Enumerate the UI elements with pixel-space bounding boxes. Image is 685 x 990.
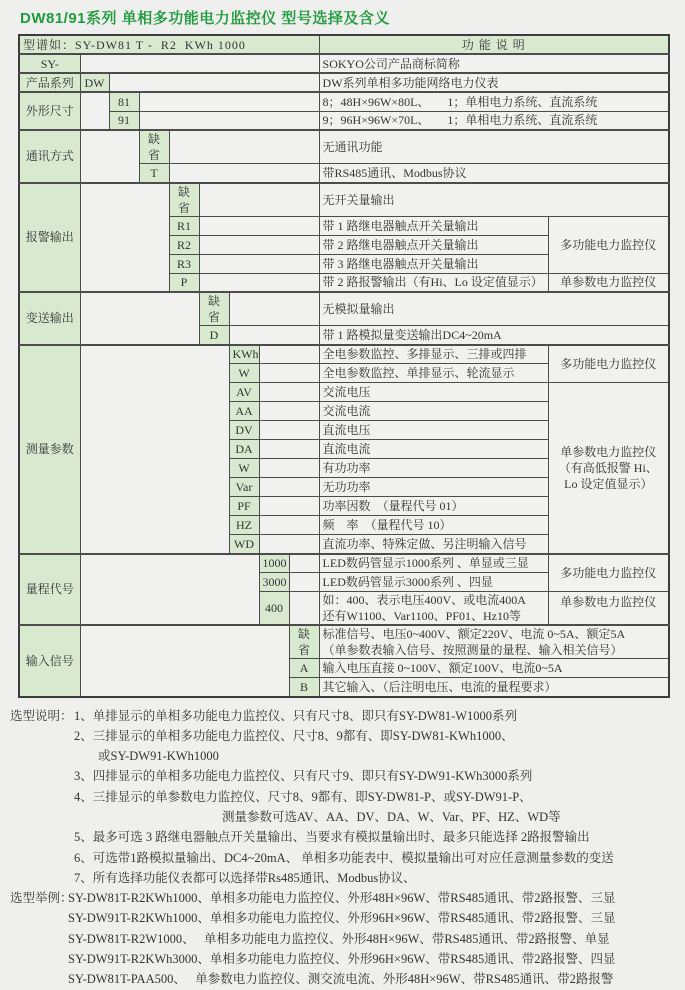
code-cell-d: D bbox=[199, 326, 229, 345]
desc-cell: 频 率 （量程代号 10） bbox=[319, 516, 548, 535]
desc-cell: 8；48H×96W×80L、 1；单相电力系统、直流系统 bbox=[319, 92, 669, 111]
desc-cell: 功率因数 （量程代号 01） bbox=[319, 497, 548, 516]
desc-cell: LED数码管显示1000系列 、单显或三显 bbox=[319, 554, 548, 573]
desc-cell: 带 2 路继电器触点开关量输出 bbox=[319, 235, 548, 254]
desc-cell: LED数码管显示3000系列 、四显 bbox=[319, 573, 548, 592]
code-cell-r3: R3 bbox=[169, 254, 199, 273]
category-cell-multifunction: 多功能电力监控仪 bbox=[548, 554, 669, 592]
desc-cell: 带 2 路报警输出（有Hi、Lo 设定值显示） bbox=[319, 273, 548, 292]
row-transmit-default bbox=[19, 292, 669, 326]
row-meas-kwh bbox=[19, 345, 669, 364]
section-label-sy: SY- bbox=[19, 54, 80, 73]
code-cell-da: DA bbox=[229, 440, 259, 459]
spacer-cell bbox=[80, 183, 169, 293]
desc-cell: 带RS485通讯、Modbus协议 bbox=[319, 164, 669, 183]
spacer-cell bbox=[259, 535, 319, 554]
code-cell-81: 81 bbox=[109, 92, 139, 111]
spacer-cell bbox=[259, 421, 319, 440]
note-line: 2、三排显示的单相多功能电力监控仪、尺寸8、9都有、即SY-DW81-KWh1000、 bbox=[74, 728, 514, 743]
desc-cell: DW系列单相多功能网络电力仪表 bbox=[319, 73, 669, 92]
note-line: 测量参数可选AV、AA、DV、DA、W、Var、PF、HZ、WD等 bbox=[222, 809, 561, 824]
spacer-cell bbox=[169, 130, 319, 164]
notes-lines bbox=[74, 706, 685, 889]
row-alarm-default bbox=[19, 183, 669, 217]
spacer-cell bbox=[199, 254, 319, 273]
spacer-cell bbox=[289, 592, 319, 626]
desc-cell: 交流电流 bbox=[319, 402, 548, 421]
note-line: 5、最多可选 3 路继电器触点开关量输出、当要求有模拟量输出时、最多只能选择 2路报警输出 bbox=[74, 830, 590, 845]
code-cell-aa: AA bbox=[229, 402, 259, 421]
desc-cell: 全电参数监控、多排显示、三排或四排 bbox=[319, 345, 548, 364]
section-label-alarm: 报警输出 bbox=[19, 183, 80, 293]
spacer-cell bbox=[80, 130, 139, 183]
spacer-cell bbox=[229, 292, 319, 326]
section-label-range: 量程代号 bbox=[19, 554, 80, 626]
desc-cell: 带 1 路模拟量变送输出DC4~20mA bbox=[319, 326, 669, 345]
code-cell-b: B bbox=[289, 678, 319, 697]
category-line: 单参数电力监控仪 bbox=[560, 444, 657, 459]
note-line: 7、所有选择功能仪表都可以选择带Rs485通讯、Modbus协议、 bbox=[74, 870, 416, 885]
category-cell-single-param: 单参数电力监控仪 bbox=[548, 592, 669, 626]
code-cell-input-default: 缺省 bbox=[289, 625, 319, 659]
example-line: SY-DW81T-R2W1000、 单相多功能电力监控仪、外形48H×96W、带RS485通讯、带2路报警、单显 bbox=[68, 931, 610, 946]
category-line: Lo 设定值显示） bbox=[564, 476, 653, 491]
spacer-cell bbox=[259, 478, 319, 497]
code-cell-var: Var bbox=[229, 478, 259, 497]
code-cell-r2: R2 bbox=[169, 235, 199, 254]
page-title: DW81/91系列 单相多功能电力监控仪 型号选择及含义 bbox=[20, 10, 390, 27]
spacer-cell bbox=[80, 345, 229, 554]
desc-cell: 直流电流 bbox=[319, 440, 548, 459]
table-header-row bbox=[19, 35, 669, 54]
code-cell-r1: R1 bbox=[169, 216, 199, 235]
notes-block bbox=[10, 706, 685, 889]
example-line: SY-DW81T-R2KWh1000、单相多功能电力监控仪、外形48H×96W、带RS485通讯、带2路报警、三显 bbox=[68, 891, 616, 906]
code-cell-w: W bbox=[229, 459, 259, 478]
category-line: （有高低报警 Hi、 bbox=[558, 460, 658, 475]
code-cell-dv: DV bbox=[229, 421, 259, 440]
desc-cell: SOKYO公司产品商标简称 bbox=[319, 54, 669, 73]
example-lines bbox=[68, 888, 685, 989]
desc-cell: 直流电压 bbox=[319, 421, 548, 440]
desc-cell: 无模拟量输出 bbox=[319, 292, 669, 326]
row-size-91 bbox=[19, 111, 669, 130]
desc-cell: 带 3 路继电器触点开关量输出 bbox=[319, 254, 548, 273]
spacer-cell bbox=[289, 554, 319, 573]
spacer-cell bbox=[80, 92, 109, 130]
note-line: 1、单排显示的单相多功能电力监控仪、只有尺寸8、即只有SY-DW81-W1000系列 bbox=[74, 708, 518, 723]
desc-cell: 无通讯功能 bbox=[319, 130, 669, 164]
spacer-cell bbox=[169, 164, 319, 183]
spacer-cell bbox=[139, 92, 319, 111]
spacer-cell bbox=[259, 383, 319, 402]
document-page bbox=[0, 7, 685, 987]
desc-cell: 直流功率、特殊定做、另注明输入信号 bbox=[319, 535, 548, 554]
desc-cell: 无开关量输出 bbox=[319, 183, 669, 217]
spacer-cell bbox=[259, 516, 319, 535]
spacer-cell bbox=[259, 497, 319, 516]
desc-cell: 无功功率 bbox=[319, 478, 548, 497]
spacer-cell bbox=[80, 54, 319, 73]
note-line: 6、可选带1路模拟量输出、DC4~20mA、 单相多功能表中、模拟量输出可对应任意测量参数的变送 bbox=[74, 850, 614, 865]
note-line: 或SY-DW91-KWh1000 bbox=[98, 749, 219, 764]
section-label-comm: 通讯方式 bbox=[19, 130, 80, 183]
category-cell-multifunction: 多功能电力监控仪 bbox=[548, 216, 669, 273]
spacer-cell bbox=[289, 573, 319, 592]
examples-block bbox=[10, 888, 685, 989]
desc-line: 还有W1100、Var1100、PF01、Hz10等 bbox=[322, 609, 521, 623]
code-cell-av: AV bbox=[229, 383, 259, 402]
spacer-cell bbox=[259, 459, 319, 478]
row-input-default bbox=[19, 625, 669, 659]
header-function-desc: 功 能 说 明 bbox=[319, 35, 669, 54]
desc-cell: 交流电压 bbox=[319, 383, 548, 402]
code-cell-w: W bbox=[229, 364, 259, 383]
category-cell-single-param: 单参数电力监控仪 bbox=[548, 273, 669, 292]
desc-cell bbox=[319, 592, 548, 626]
desc-line: （单参数表输入信号、按照测量的量程、输入相关信号） bbox=[322, 643, 623, 657]
code-cell-dw: DW bbox=[80, 73, 109, 92]
examples-label: 选型举例： bbox=[10, 891, 73, 906]
category-cell-multifunction: 多功能电力监控仪 bbox=[548, 345, 669, 383]
section-label-measure: 测量参数 bbox=[19, 345, 80, 554]
header-model-spectrum: 型谱如：SY-DW81 T - R2 KWh 1000 bbox=[19, 35, 319, 54]
desc-cell: 9；96H×96W×70L、 1；单相电力系统、直流系统 bbox=[319, 111, 669, 130]
spacer-cell bbox=[199, 183, 319, 217]
code-cell-t: T bbox=[139, 164, 169, 183]
row-series bbox=[19, 73, 669, 92]
desc-cell: 其它输入、（后注明电压、电流的量程要求） bbox=[319, 678, 669, 697]
section-label-input: 输入信号 bbox=[19, 625, 80, 697]
row-comm-default bbox=[19, 130, 669, 164]
spacer-cell bbox=[199, 235, 319, 254]
section-label-transmit: 变送输出 bbox=[19, 292, 80, 345]
spacer-cell bbox=[259, 402, 319, 421]
spacer-cell bbox=[109, 73, 319, 92]
code-cell-91: 91 bbox=[109, 111, 139, 130]
code-cell-3000: 3000 bbox=[259, 573, 289, 592]
spacer-cell bbox=[199, 216, 319, 235]
code-cell-comm-default: 缺省 bbox=[139, 130, 169, 164]
desc-line: 标准信号、电压0~400V、额定220V、电流 0~5A、额定5A bbox=[322, 627, 626, 641]
desc-cell: 有功功率 bbox=[319, 459, 548, 478]
desc-cell: 全电参数监控、单排显示、轮流显示 bbox=[319, 364, 548, 383]
note-line: 4、三排显示的单参数电力监控仪、尺寸8、9都有、即SY-DW81-P、或SY-DW91-P、 bbox=[74, 789, 532, 804]
code-cell-a: A bbox=[289, 659, 319, 678]
row-size-81 bbox=[19, 92, 669, 111]
section-label-series: 产品系列 bbox=[19, 73, 80, 92]
section-label-size: 外形尺寸 bbox=[19, 92, 80, 130]
row-range-1000 bbox=[19, 554, 669, 573]
spacer-cell bbox=[80, 292, 199, 345]
note-line: 3、四排显示的单相多功能电力监控仪、只有尺寸9、即只有SY-DW91-KWh3000系列 bbox=[74, 769, 533, 784]
spacer-cell bbox=[80, 554, 259, 626]
model-selection-table bbox=[18, 34, 670, 698]
code-cell-pf: PF bbox=[229, 497, 259, 516]
row-sy bbox=[19, 54, 669, 73]
code-cell-kwh: KWh bbox=[229, 345, 259, 364]
category-cell-single-param bbox=[548, 383, 669, 554]
spacer-cell bbox=[259, 364, 319, 383]
code-cell-1000: 1000 bbox=[259, 554, 289, 573]
code-cell-400: 400 bbox=[259, 592, 289, 626]
spacer-cell bbox=[229, 326, 319, 345]
example-line: SY-DW91T-R2KWh3000、单相多功能电力监控仪、外形96H×96W、带RS485通讯、带2路报警、四显 bbox=[68, 952, 616, 967]
spacer-cell bbox=[259, 440, 319, 459]
example-line: SY-DW81T-PAA500、 单参数电力监控仪、测交流电流、外形48H×96W、带RS485通讯、带2路报警 bbox=[68, 972, 614, 987]
example-line: SY-DW91T-R2KWh1000、单相多功能电力监控仪、外形96H×96W、带RS485通讯、带2路报警、三显 bbox=[68, 911, 616, 926]
desc-cell: 带 1 路继电器触点开关量输出 bbox=[319, 216, 548, 235]
selection-notes bbox=[10, 706, 685, 990]
notes-label: 选型说明： bbox=[10, 708, 73, 723]
spacer-cell bbox=[80, 625, 289, 697]
code-cell-hz: HZ bbox=[229, 516, 259, 535]
desc-cell: 输入电压直接 0~100V、额定100V、电流0~5A bbox=[319, 659, 669, 678]
spacer-cell bbox=[199, 273, 319, 292]
code-cell-p: P bbox=[169, 273, 199, 292]
spacer-cell bbox=[259, 345, 319, 364]
desc-line: 如：400、表示电压400V、或电流400A bbox=[322, 593, 526, 607]
code-cell-trans-default: 缺省 bbox=[199, 292, 229, 326]
code-cell-wd: WD bbox=[229, 535, 259, 554]
code-cell-alarm-default: 缺省 bbox=[169, 183, 199, 217]
spacer-cell bbox=[139, 111, 319, 130]
desc-cell bbox=[319, 625, 669, 659]
